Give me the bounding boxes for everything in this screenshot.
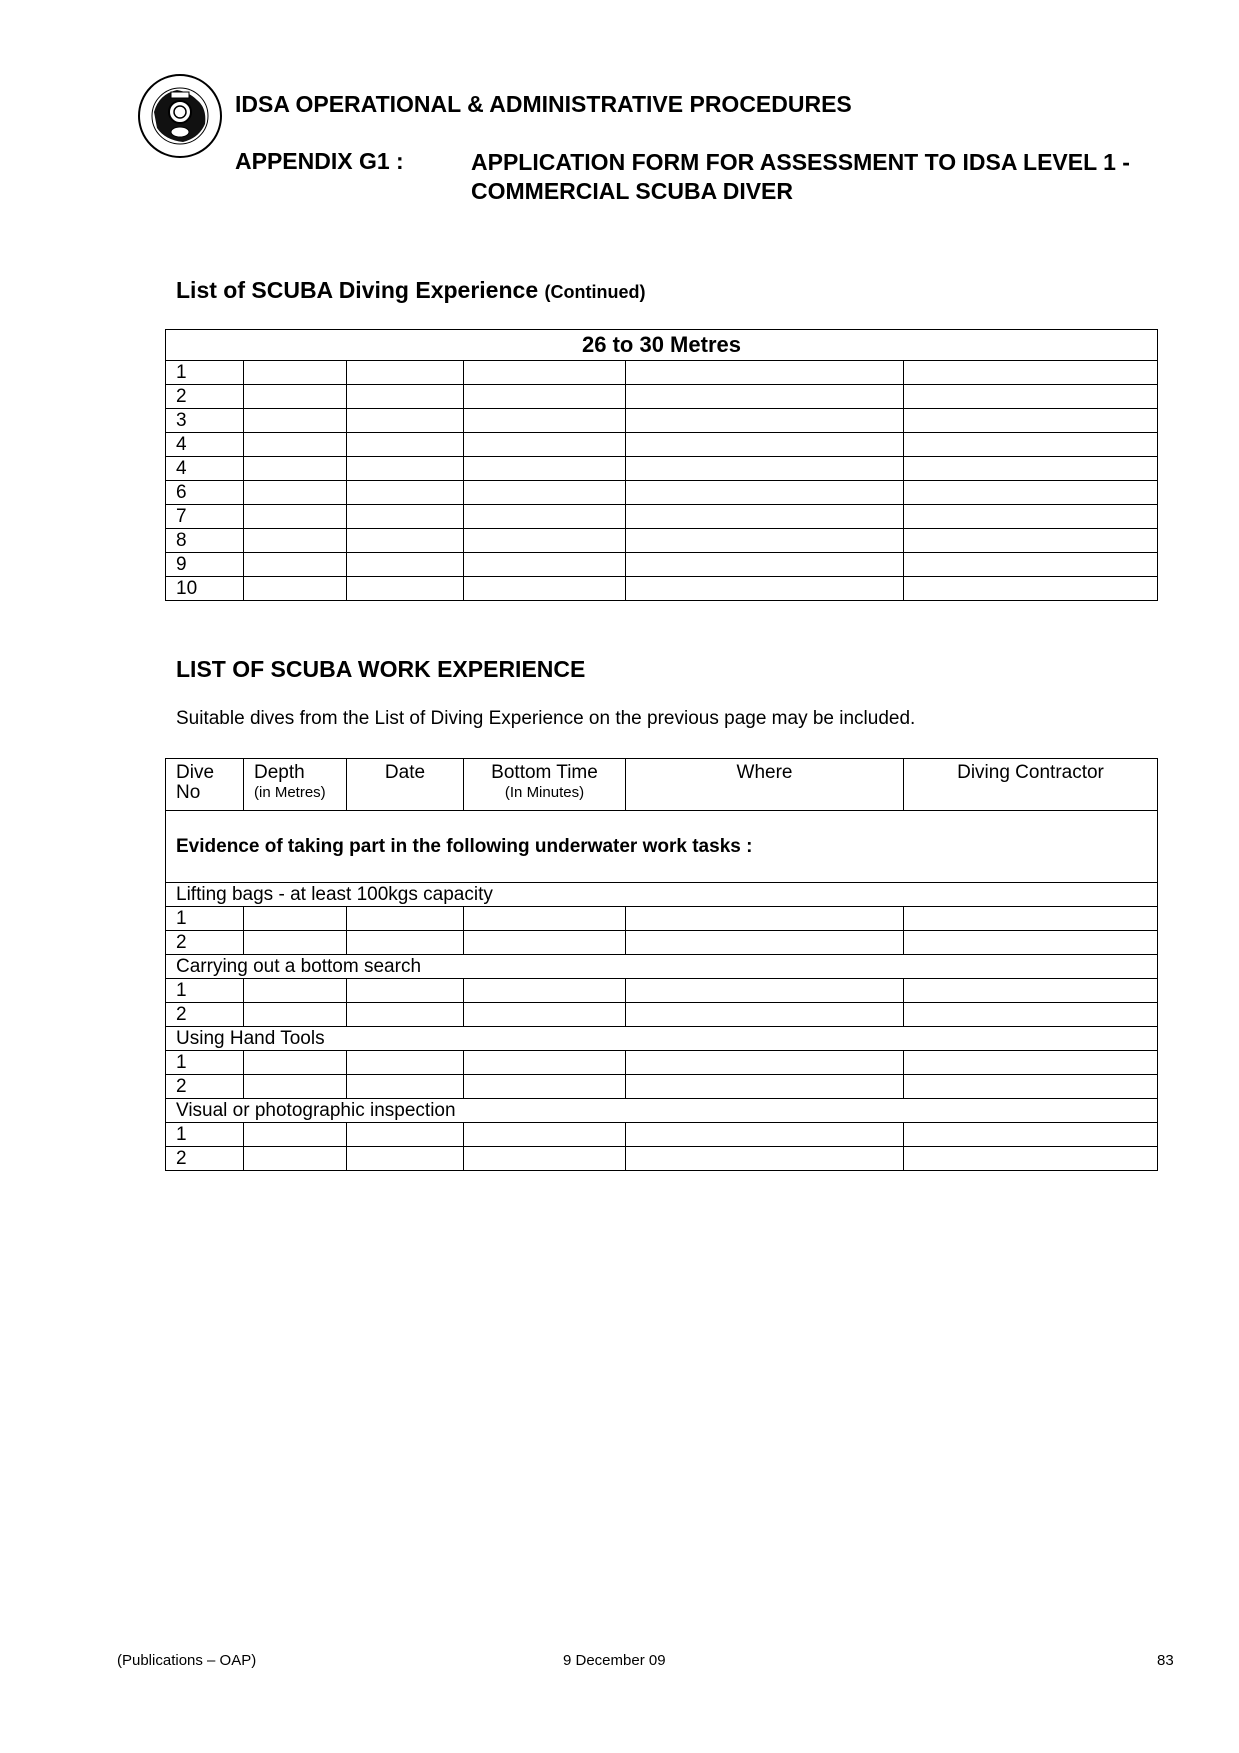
table-row: [166, 409, 1158, 433]
entry-cell[interactable]: [904, 457, 1158, 481]
footer-page-number: 83: [1157, 1652, 1174, 1669]
table-row: [166, 931, 1158, 955]
entry-cell[interactable]: [626, 481, 904, 505]
entry-cell[interactable]: [244, 529, 347, 553]
col-bottom-time: Bottom Time (In Minutes): [464, 759, 626, 811]
table-row: [166, 361, 1158, 385]
entry-cell[interactable]: [626, 409, 904, 433]
task-row: [166, 1027, 1158, 1051]
table-row: [166, 529, 1158, 553]
entry-cell[interactable]: [904, 433, 1158, 457]
entry-cell[interactable]: [626, 907, 904, 931]
col-where: Where: [626, 759, 904, 811]
entry-cell[interactable]: [626, 385, 904, 409]
entry-cell[interactable]: [464, 931, 626, 955]
task-label: Carrying out a bottom search: [166, 955, 1158, 979]
diving-experience-table: [165, 329, 1158, 601]
entry-cell[interactable]: [464, 1051, 626, 1075]
row-number: 2: [166, 1147, 244, 1171]
entry-cell[interactable]: [626, 931, 904, 955]
continued-label: (Continued): [544, 282, 646, 302]
entry-cell[interactable]: [904, 1075, 1158, 1099]
entry-cell[interactable]: [244, 907, 347, 931]
entry-cell[interactable]: [626, 505, 904, 529]
entry-cell[interactable]: [904, 931, 1158, 955]
entry-cell[interactable]: [904, 1051, 1158, 1075]
row-number: 1: [166, 1051, 244, 1075]
entry-cell[interactable]: [347, 361, 464, 385]
entry-cell[interactable]: [347, 1147, 464, 1171]
col-date: Date: [347, 759, 464, 811]
task-row: [166, 883, 1158, 907]
entry-cell[interactable]: [464, 1003, 626, 1027]
table-row: [166, 979, 1158, 1003]
entry-cell[interactable]: [464, 385, 626, 409]
entry-cell[interactable]: [347, 1051, 464, 1075]
col-depth: Depth (in Metres): [244, 759, 347, 811]
entry-cell[interactable]: [626, 457, 904, 481]
table-row: [166, 1123, 1158, 1147]
entry-cell[interactable]: [464, 433, 626, 457]
table-row: [166, 1051, 1158, 1075]
entry-cell[interactable]: [626, 1123, 904, 1147]
entry-cell[interactable]: [904, 505, 1158, 529]
table-row: [166, 457, 1158, 481]
entry-cell[interactable]: [904, 979, 1158, 1003]
work-experience-heading: LIST OF SCUBA WORK EXPERIENCE: [176, 656, 586, 682]
table-row: [166, 577, 1158, 601]
row-number: 2: [166, 931, 244, 955]
entry-cell[interactable]: [347, 409, 464, 433]
entry-cell[interactable]: [464, 529, 626, 553]
row-number: 3: [166, 409, 244, 433]
idsa-logo: [137, 72, 223, 160]
entry-cell[interactable]: [464, 907, 626, 931]
row-number: 4: [166, 457, 244, 481]
entry-cell[interactable]: [626, 1003, 904, 1027]
entry-cell[interactable]: [464, 979, 626, 1003]
entry-cell[interactable]: [347, 505, 464, 529]
footer-publication: (Publications – OAP): [117, 1652, 257, 1669]
table-row: [166, 385, 1158, 409]
entry-cell[interactable]: [244, 931, 347, 955]
entry-cell[interactable]: [464, 1147, 626, 1171]
form-title-line-1: APPLICATION FORM FOR ASSESSMENT TO IDSA LEVEL 1 -: [471, 149, 1130, 175]
task-label: Using Hand Tools: [166, 1027, 1158, 1051]
row-number: 7: [166, 505, 244, 529]
task-row: [166, 1099, 1158, 1123]
entry-cell[interactable]: [347, 931, 464, 955]
entry-cell[interactable]: [347, 1003, 464, 1027]
table-row: [166, 1147, 1158, 1171]
entry-cell[interactable]: [626, 433, 904, 457]
depth-range-title: 26 to 30 Metres: [166, 330, 1158, 361]
entry-cell[interactable]: [244, 1147, 347, 1171]
entry-cell[interactable]: [904, 1123, 1158, 1147]
col-dive-no: Dive No: [166, 759, 244, 811]
entry-cell[interactable]: [244, 577, 347, 601]
row-number: 10: [166, 577, 244, 601]
row-number: 1: [166, 907, 244, 931]
entry-cell[interactable]: [347, 979, 464, 1003]
row-number: 9: [166, 553, 244, 577]
entry-cell[interactable]: [347, 577, 464, 601]
entry-cell[interactable]: [904, 409, 1158, 433]
entry-cell[interactable]: [626, 1147, 904, 1171]
work-experience-table: [165, 758, 1158, 1171]
entry-cell[interactable]: [464, 361, 626, 385]
entry-cell[interactable]: [626, 979, 904, 1003]
row-number: 1: [166, 1123, 244, 1147]
entry-cell[interactable]: [626, 553, 904, 577]
entry-cell[interactable]: [347, 481, 464, 505]
entry-cell[interactable]: [347, 1075, 464, 1099]
entry-cell[interactable]: [347, 553, 464, 577]
row-number: 6: [166, 481, 244, 505]
table-row: [166, 433, 1158, 457]
entry-cell[interactable]: [464, 577, 626, 601]
footer-date: 9 December 09: [563, 1652, 666, 1669]
document-title: IDSA OPERATIONAL & ADMINISTRATIVE PROCEDURES: [235, 91, 852, 117]
work-experience-note: Suitable dives from the List of Diving Experience on the previous page may be included.: [176, 708, 916, 729]
entry-cell[interactable]: [904, 385, 1158, 409]
form-title: [471, 148, 1191, 206]
table-row: [166, 1075, 1158, 1099]
row-number: 4: [166, 433, 244, 457]
entry-cell[interactable]: [244, 433, 347, 457]
diving-experience-heading: List of SCUBA Diving Experience (Continued): [176, 277, 646, 303]
entry-cell[interactable]: [244, 979, 347, 1003]
entry-cell[interactable]: [347, 1123, 464, 1147]
entry-cell[interactable]: [904, 529, 1158, 553]
entry-cell[interactable]: [626, 577, 904, 601]
entry-cell[interactable]: [244, 385, 347, 409]
entry-cell[interactable]: [904, 553, 1158, 577]
entry-cell[interactable]: [626, 529, 904, 553]
table-row: [166, 505, 1158, 529]
entry-cell[interactable]: [626, 1051, 904, 1075]
row-number: 1: [166, 361, 244, 385]
entry-cell[interactable]: [626, 1075, 904, 1099]
task-row: [166, 955, 1158, 979]
entry-cell[interactable]: [347, 907, 464, 931]
entry-cell[interactable]: [464, 1123, 626, 1147]
row-number: 2: [166, 385, 244, 409]
entry-cell[interactable]: [904, 1147, 1158, 1171]
task-label: Visual or photographic inspection: [166, 1099, 1158, 1123]
entry-cell[interactable]: [244, 1051, 347, 1075]
entry-cell[interactable]: [244, 1075, 347, 1099]
row-number: 2: [166, 1003, 244, 1027]
appendix-label: APPENDIX G1 :: [235, 148, 404, 174]
table-row: [166, 1003, 1158, 1027]
table-row: [166, 553, 1158, 577]
entry-cell[interactable]: [244, 457, 347, 481]
entry-cell[interactable]: [626, 361, 904, 385]
entry-cell[interactable]: [244, 409, 347, 433]
entry-cell[interactable]: [904, 481, 1158, 505]
entry-cell[interactable]: [244, 553, 347, 577]
entry-cell[interactable]: [244, 1003, 347, 1027]
entry-cell[interactable]: [464, 481, 626, 505]
entry-cell[interactable]: [244, 481, 347, 505]
row-number: 1: [166, 979, 244, 1003]
entry-cell[interactable]: [464, 553, 626, 577]
entry-cell[interactable]: [904, 907, 1158, 931]
entry-cell[interactable]: [904, 577, 1158, 601]
entry-cell[interactable]: [347, 385, 464, 409]
entry-cell[interactable]: [464, 457, 626, 481]
row-number: 8: [166, 529, 244, 553]
entry-cell[interactable]: [904, 1003, 1158, 1027]
table-row: [166, 907, 1158, 931]
entry-cell[interactable]: [347, 457, 464, 481]
col-diving-contractor: Diving Contractor: [904, 759, 1158, 811]
entry-cell[interactable]: [464, 505, 626, 529]
entry-cell[interactable]: [464, 409, 626, 433]
table-row: [166, 481, 1158, 505]
entry-cell[interactable]: [904, 361, 1158, 385]
entry-cell[interactable]: [347, 529, 464, 553]
row-number: 2: [166, 1075, 244, 1099]
task-label: Lifting bags - at least 100kgs capacity: [166, 883, 1158, 907]
entry-cell[interactable]: [244, 1123, 347, 1147]
entry-cell[interactable]: [464, 1075, 626, 1099]
evidence-instruction: Evidence of taking part in the following underwater work tasks :: [166, 811, 1158, 883]
entry-cell[interactable]: [347, 433, 464, 457]
entry-cell[interactable]: [244, 505, 347, 529]
form-title-line-2: COMMERCIAL SCUBA DIVER: [471, 178, 794, 204]
entry-cell[interactable]: [244, 361, 347, 385]
